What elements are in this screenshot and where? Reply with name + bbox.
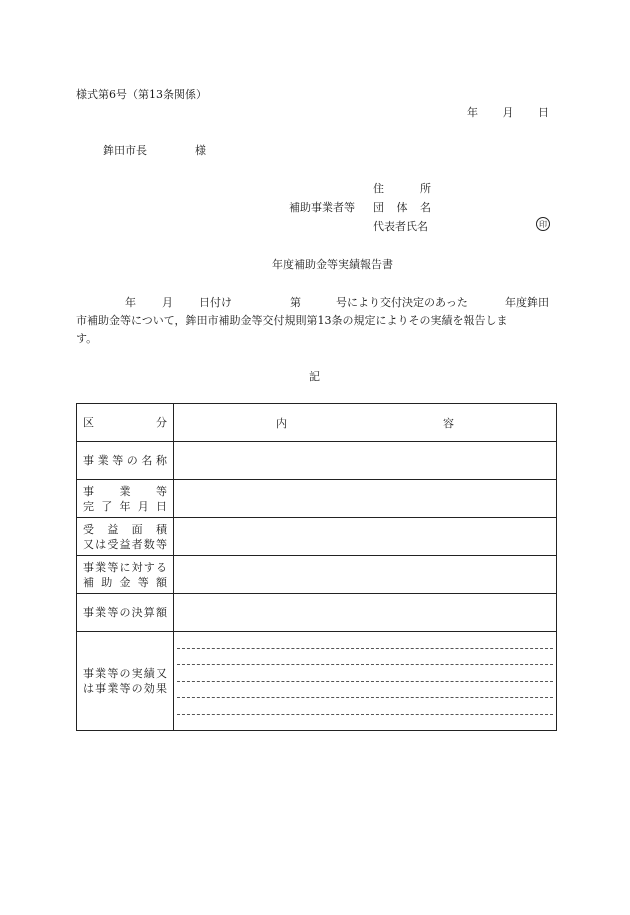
label-char: 業 [95,667,107,680]
org-label-char: 名 [420,201,431,214]
label-char: 事 [83,606,94,619]
label-char: 額 [155,606,167,619]
header-category-cell [77,404,174,442]
table-header-row [77,404,557,442]
label-char: 等 [119,682,131,695]
addressee-honorific: 様 [195,144,206,157]
label-char: 益 [107,522,119,536]
body-tail: 年度鉾田 [505,296,549,309]
form-number: 様式第6号（第13条関係） [76,88,207,101]
label-char: 業 [97,454,109,467]
label-char: 事 [83,560,94,574]
label-char: 額 [156,575,167,589]
label-char: 等 [112,454,124,467]
label-char: の [119,667,131,680]
label-char: 効 [143,682,155,695]
body-line-3: す。 [76,332,98,345]
label-char: 月 [137,499,149,513]
label-char: 受 [107,537,119,551]
label-char: 績 [143,667,155,680]
address-label-char: 所 [420,182,431,195]
body-clause: 号により交付決定のあった [336,296,468,309]
address-label [373,180,431,196]
row-label-cell [77,480,174,518]
table-row [77,518,557,556]
document-title: 年度補助金等実績報告書 [272,258,393,271]
row-content-cell[interactable] [174,480,557,518]
label-char: 者 [131,537,143,551]
label-char: 了 [101,499,113,513]
report-table [76,403,557,731]
label-char: す [143,560,155,574]
date-day-label: 日 [538,106,549,119]
date-year-label: 年 [467,106,478,119]
row-content-cell[interactable] [174,556,557,594]
label-char: 称 [155,454,167,467]
label-char: 業 [95,606,107,619]
seal-mark: 印 [536,217,550,231]
table-row [77,556,557,594]
label-char: 日 [156,499,167,513]
address-label-char: 住 [373,182,384,195]
dotted-writing-line [177,649,553,666]
label-char: 等 [107,606,119,619]
label-char: 名 [141,454,153,467]
label-char: に [119,560,131,574]
header-char: 内 [276,416,287,430]
row-label-cell [77,518,174,556]
representative-label: 代表者氏名 [373,220,428,233]
label-char: 業 [95,560,107,574]
label-char: 受 [83,522,94,536]
label-char: 対 [131,560,143,574]
table-row [77,594,557,632]
label-char: 年 [119,499,131,513]
dotted-writing-line [177,665,553,682]
label-char: 又 [155,667,167,680]
label-char: 等 [156,484,167,498]
label-char: 決 [131,606,143,619]
label-char: 等 [107,560,119,574]
row-content-cell[interactable] [174,594,557,632]
body-line-2: 市補助金等について，鉾田市補助金等交付規則第13条の規定によりその実績を報告しま [76,314,508,327]
label-char: は [95,537,107,551]
table-row [77,480,557,518]
row-label-cell [77,556,174,594]
label-char: は [83,682,94,695]
label-char: 業 [119,484,131,498]
row-content-cell[interactable] [174,518,557,556]
label-char: 事 [83,454,94,467]
label-char: 益 [119,537,131,551]
dotted-writing-line [177,698,553,715]
label-char: 事 [95,682,107,695]
body-dai: 第 [290,296,301,309]
label-char: の [126,454,138,467]
label-char: 事 [83,667,94,680]
addressee-name: 鉾田市長 [103,144,147,157]
row-label-cell [77,632,174,731]
dotted-writing-line [177,682,553,699]
label-char: 等 [107,667,119,680]
body-year: 年 [125,296,136,309]
dotted-writing-line [177,715,553,731]
header-char: 区 [83,416,94,429]
label-char: 算 [143,606,155,619]
group-label: 補助事業者等 [289,201,355,214]
date-line [467,104,549,120]
label-char: 事 [83,484,94,498]
label-char: 補 [83,575,94,589]
body-day: 日付け [199,296,232,309]
label-char: 又 [83,537,94,551]
row-content-cell[interactable] [174,442,557,480]
org-name-label [373,199,431,215]
results-content-cell[interactable] [174,632,557,731]
header-char: 容 [443,416,454,430]
label-char: 金 [119,575,131,589]
dotted-writing-line [177,632,553,649]
label-char: の [131,682,143,695]
label-char: る [155,560,167,574]
ki-heading: 記 [309,370,320,383]
row-label-cell [77,594,174,632]
header-char: 分 [156,416,167,429]
label-char: 数 [143,537,155,551]
table-row [77,442,557,480]
label-char: 完 [83,499,94,513]
row-label-cell [77,442,174,480]
label-char: の [119,606,131,619]
label-char: 等 [137,575,149,589]
label-char: 積 [155,522,167,536]
header-content-cell [174,404,557,442]
label-char: 等 [155,537,167,551]
label-char: 助 [101,575,113,589]
org-label-char: 団 [373,201,384,214]
date-month-label: 月 [502,106,514,119]
label-char: 面 [131,522,143,536]
org-label-char: 体 [396,201,408,214]
label-char: 業 [107,682,119,695]
label-char: 実 [131,667,143,680]
table-row [77,632,557,731]
body-month: 月 [162,296,173,309]
label-char: 果 [155,682,167,695]
